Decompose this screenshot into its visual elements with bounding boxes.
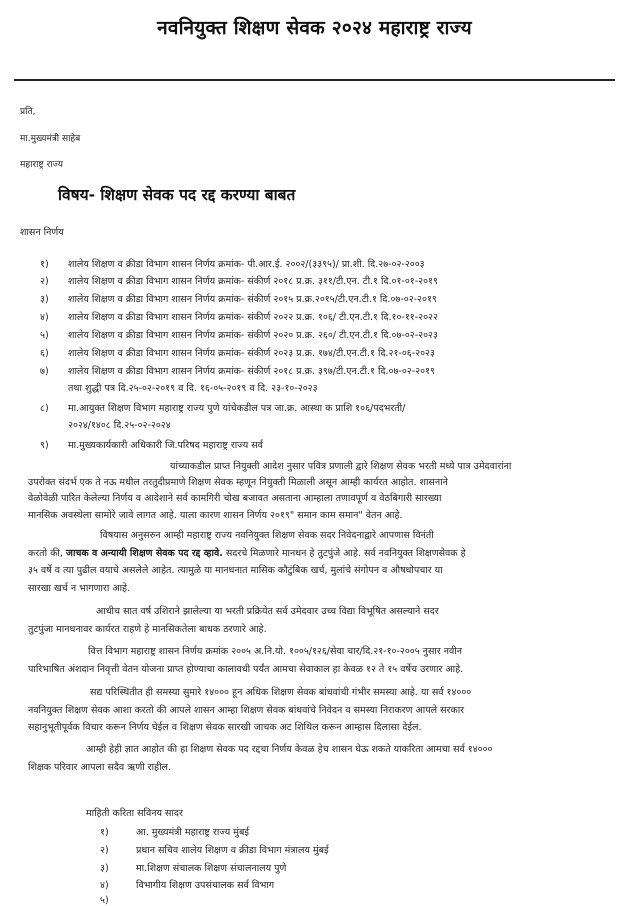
- reference-7-continuation: तथा शुद्धी पत्र दि.२५-०२-२०१९ व दि. १६-०५-२०१९ व दि. २३-१०-२०२३: [68, 383, 318, 394]
- reference-number: ५): [40, 330, 49, 341]
- reference-item: [40, 257, 620, 270]
- body-line: ३५ वर्षे व त्या पुढील वयाचे असलेले आहेत. त्यामुळे या मानधनात मासिक कौटुंबिक खर्च, मुलांचे संगोपन व औषधोपचार या: [28, 565, 443, 576]
- copy-number: २): [100, 845, 109, 856]
- body-line: [28, 546, 466, 559]
- reference-text: शालेय शिक्षण व क्रीडा विभाग शासन निर्णय क्रमांक- पी.आर.ई. २००२/(३३९५)/ प्रा.शी. दि.२७-०२-२००३: [68, 259, 425, 270]
- address-prati: प्रति,: [20, 107, 36, 117]
- reference-number: ८): [40, 403, 49, 414]
- copy-heading: माहिती करिता सविनय सादर: [86, 808, 183, 819]
- body-line: वेळोवेळी पारित केलेल्या निर्णय व आदेशाने सर्व कामगिरी चोख बजावत असताना आम्हाला तणावपूर्ण व वेठबिगारी सारख्या: [28, 493, 442, 504]
- address-state: महाराष्ट्र राज्य: [20, 160, 64, 170]
- copy-item: [100, 878, 274, 891]
- gr-heading: शासन निर्णय: [20, 227, 64, 238]
- body-line: नवनियुक्त शिक्षण सेवक आशा करतो की आपले शासन आम्हा शिक्षण सेवक बांधवांचे निवेदन व समस्या निराकरण आपले सरकार: [28, 705, 465, 716]
- reference-text: शालेय शिक्षण व क्रीडा विभाग शासन निर्णय क्रमांक- संकीर्ण २०२३ प्र.क्र. १७४/टी.एन.टी.१ दि.२१-०६-२०२३: [68, 348, 435, 359]
- reference-text: शालेय शिक्षण व क्रीडा विभाग शासन निर्णय क्रमांक- संकीर्ण २०१५ प्र.क्र.२०१५/टी.एन.टी.१ दि.०७-०२-२०१९: [68, 294, 437, 305]
- reference-item: [40, 328, 620, 341]
- body-line: वित्त विभाग महाराष्ट्र शासन निर्णय क्रमांक २००५ अ.नि.यो. १००५/१२६/सेवा चार/दि.२१-१०-२००५ नुसार नवीन: [88, 646, 463, 657]
- reference-text: मा.मुख्यकार्यकारी अधिकारी जि.परिषद महाराष्ट्र राज्य सर्व: [68, 440, 263, 451]
- reference-number: ७): [40, 366, 49, 377]
- body-line: यांच्याकडील प्राप्त नियुक्ती आदेश नुसार पवित्र प्रणाली द्वारे शिक्षण सेवक भरती मध्ये पात्र उमेदवारांना: [170, 461, 512, 472]
- header-divider: [14, 79, 615, 81]
- body-line: मानसिक अवस्थेला सामोरे जावे लागत आहे. याला कारण शासन निर्णय २०१९" समान काम समान" वेतन आहे.: [28, 510, 403, 521]
- body-text: सदरचे मिळणारे मानधन हे तुटपुंजे आहे. सर्व नवनियुक्त शिक्षणसेवक हे: [225, 548, 466, 559]
- reference-8-continuation: २०२४/१४०८ दि.२५-०२-२०२४: [68, 420, 171, 431]
- reference-text: शालेय शिक्षण व क्रीडा विभाग शासन निर्णय क्रमांक- संकीर्ण २०२२ प्र.क्र. १०६/ टी.एन.टी.१ दि.१०-११-२०२२: [68, 312, 438, 323]
- reference-number: ३): [40, 294, 49, 305]
- reference-item: [40, 364, 620, 377]
- reference-item: [40, 292, 620, 305]
- body-line: शिक्षक परिवार आपला सदैव ऋणी राहील.: [28, 762, 171, 773]
- reference-item: [40, 438, 620, 451]
- copy-number: १): [100, 827, 109, 838]
- reference-number: ४): [40, 312, 49, 323]
- reference-number: २): [40, 276, 49, 287]
- reference-item: [40, 346, 620, 359]
- reference-text: शालेय शिक्षण व क्रीडा विभाग शासन निर्णय क्रमांक- संकीर्ण २०१८ प्र.क्र. ३९७/टी.एन.टी.१ दि.०७-०२-२०१९: [68, 366, 435, 377]
- body-line: सहानुभूतीपूर्वक विचार करून निर्णय घेईल व शिक्षण सेवक सारखी जाचक अट शिथिल करून आम्हास दिलासा देईल.: [28, 722, 422, 733]
- copy-item: [100, 861, 286, 874]
- body-line: पारिभाषित अंशदान निवृत्ती वेतन योजना प्राप्त होण्याचा कालावधी पर्यंत आमचा सेवाकाल हा केवळ १२ ते १५ वर्षेच उरणार आहे.: [28, 664, 464, 675]
- reference-text: शालेय शिक्षण व क्रीडा विभाग शासन निर्णय क्रमांक- संकीर्ण २०१८ प्र.क्र. ३११/टी.एन. टी.१ दि.०१-०१-२०१९: [68, 276, 438, 287]
- key-demand: जाचक व अन्यायी शिक्षण सेवक पद रद्द व्हावे.: [65, 548, 223, 559]
- body-line: उपरोक्त संदर्भ एक ते नऊ मधील तरतुदीप्रमाणे शिक्षण सेवक म्हणून नियुक्ती मिळाली असून आम्ही कार्यरत आहोत. शासनाने: [28, 477, 448, 488]
- reference-item: [40, 401, 620, 414]
- copy-text: मा.शिक्षण संचालक शिक्षण संचालनालय पुणे: [136, 863, 287, 874]
- copy-number: ४): [100, 880, 109, 891]
- copy-item: [100, 843, 329, 856]
- body-line: सारखा खर्च न भागणारा आहे.: [28, 583, 131, 594]
- copy-item: [100, 825, 249, 838]
- subject-line: विषय- शिक्षण सेवक पद रद्द करण्या बाबत: [58, 186, 296, 204]
- copy-number: ५): [100, 895, 109, 906]
- body-line: विषयास अनुसरुन आम्ही महाराष्ट्र राज्य नवनियुक्त शिक्षण सेवक सदर निवेदनाद्वारे आपणास विनंती: [100, 530, 434, 541]
- address-recipient: मा.मुख्यमंत्री साहेब: [20, 134, 81, 144]
- body-line: तुटपुंजा मानधनावर कार्यरत राहणे हे मानसिकतेला बाधक ठरणारे आहे.: [28, 624, 267, 635]
- reference-number: १): [40, 259, 49, 270]
- reference-number: ६): [40, 348, 49, 359]
- copy-number: ३): [100, 863, 109, 874]
- body-line: आधीच सात वर्ष उशिराने झालेल्या या भरती प्रक्रियेत सर्व उमेदवार उच्च विद्या विभूषित असल्याने सदर: [96, 606, 439, 617]
- reference-item: [40, 274, 620, 287]
- copy-text: प्रधान सचिव शालेय शिक्षण व क्रीडा विभाग मंत्रालय मुंबई: [136, 845, 329, 856]
- body-line: आम्ही हेही ज्ञात आहोत की हा शिक्षण सेवक पद रद्दचा निर्णय केवळ हेच शासन घेऊ शकते याकरिता आमचा सर्व १४०००: [86, 744, 493, 755]
- reference-number: ९): [40, 440, 49, 451]
- copy-text: आ. मुख्यमंत्री महाराष्ट्र राज्य मुंबई: [136, 827, 250, 838]
- reference-item: [40, 310, 620, 323]
- reference-text: शालेय शिक्षण व क्रीडा विभाग शासन निर्णय क्रमांक- संकीर्ण २०२० प्र.क्र. २६०/ टी.एन.टी.१ दि.०७-०२-२०२३: [68, 330, 438, 341]
- body-text: करतो की,: [28, 548, 63, 559]
- page-title: नवनियुक्त शिक्षण सेवक २०२४ महाराष्ट्र राज्य: [157, 17, 472, 39]
- reference-text: मा.आयुक्त शिक्षण विभाग महाराष्ट्र राज्य पुणे यांचेकडील पत्र जा.क्र. आस्था क प्राशि १०६/पदभरती/: [68, 403, 406, 414]
- copy-text: विभागीय शिक्षण उपसंचालक सर्व विभाग: [136, 880, 275, 891]
- body-line: सद्य परिस्थितीत ही समस्या सुमारे १४००० हून अधिक शिक्षण सेवक बांधवांची गंभीर समस्या आहे. या सर्व १४०००: [90, 687, 472, 698]
